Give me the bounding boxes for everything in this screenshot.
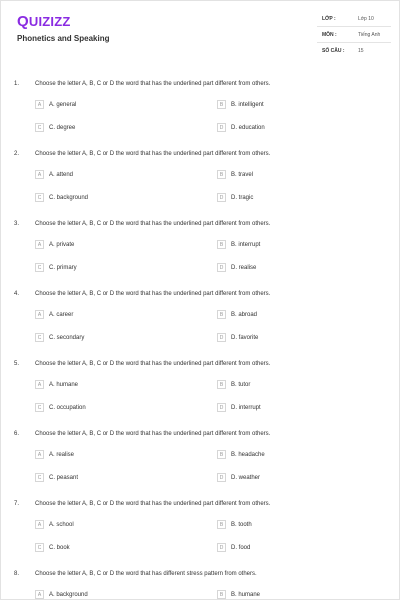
option-checkbox[interactable]: A xyxy=(35,100,44,109)
question-number: 3. xyxy=(14,221,20,227)
question-text: Choose the letter A, B, C or D the word that has the underlined part different from others. xyxy=(35,501,271,507)
option-checkbox[interactable]: B xyxy=(217,450,226,459)
option-text: C. occupation xyxy=(49,404,86,411)
question-text: Choose the letter A, B, C or D the word that has the underlined part different from others. xyxy=(35,361,271,367)
option-checkbox[interactable]: C xyxy=(35,543,44,552)
option-text: A. background xyxy=(49,591,88,598)
option-text: D. education xyxy=(231,124,265,131)
option-text: D. tragic xyxy=(231,194,254,201)
question-number: 2. xyxy=(14,151,20,157)
option-checkbox[interactable]: C xyxy=(35,193,44,202)
option-text: C. peasant xyxy=(49,474,79,481)
option-text: A. realise xyxy=(49,451,75,458)
question-number: 1. xyxy=(14,81,20,87)
option-text: C. primary xyxy=(49,264,77,271)
option-checkbox[interactable]: B xyxy=(217,240,226,249)
option-checkbox[interactable]: A xyxy=(35,310,44,319)
question-item xyxy=(1,69,400,139)
answer-option[interactable] xyxy=(217,100,264,109)
option-text: A. career xyxy=(49,311,74,318)
meta-subject xyxy=(317,27,391,43)
answer-option[interactable] xyxy=(217,310,257,319)
option-checkbox[interactable]: A xyxy=(35,240,44,249)
meta-label: SỐ CÂU : xyxy=(322,48,345,54)
worksheet-header xyxy=(1,1,400,67)
option-text: B. intelligent xyxy=(231,101,264,108)
option-checkbox[interactable]: B xyxy=(217,520,226,529)
option-checkbox[interactable]: B xyxy=(217,170,226,179)
option-checkbox[interactable]: D xyxy=(217,123,226,132)
answer-option[interactable] xyxy=(35,333,84,342)
answer-option[interactable] xyxy=(35,240,74,249)
option-text: B. travel xyxy=(231,171,254,178)
answer-option[interactable] xyxy=(217,170,253,179)
option-checkbox[interactable]: D xyxy=(217,263,226,272)
answer-option[interactable] xyxy=(35,170,73,179)
question-text: Choose the letter A, B, C or D the word that has the underlined part different from others. xyxy=(35,291,271,297)
question-item xyxy=(1,139,400,209)
answer-option[interactable] xyxy=(217,473,260,482)
answer-option[interactable] xyxy=(217,403,261,412)
option-checkbox[interactable]: B xyxy=(217,310,226,319)
meta-grade xyxy=(317,11,391,27)
option-checkbox[interactable]: C xyxy=(35,123,44,132)
option-text: C. book xyxy=(49,544,70,551)
answer-option[interactable] xyxy=(35,543,70,552)
option-text: C. degree xyxy=(49,124,76,131)
option-checkbox[interactable]: D xyxy=(217,473,226,482)
option-checkbox[interactable]: B xyxy=(217,100,226,109)
question-item xyxy=(1,559,400,600)
option-checkbox[interactable]: A xyxy=(35,380,44,389)
answer-option[interactable] xyxy=(217,333,258,342)
option-checkbox[interactable]: C xyxy=(35,403,44,412)
option-checkbox[interactable]: D xyxy=(217,193,226,202)
option-text: B. interrupt xyxy=(231,241,261,248)
answer-option[interactable] xyxy=(217,543,250,552)
question-item xyxy=(1,489,400,559)
answer-option[interactable] xyxy=(217,240,260,249)
question-list xyxy=(1,69,400,600)
question-item xyxy=(1,419,400,489)
question-number: 4. xyxy=(14,291,20,297)
option-text: A. private xyxy=(49,241,75,248)
meta-value: 15 xyxy=(358,48,364,54)
answer-option[interactable] xyxy=(35,193,88,202)
answer-option[interactable] xyxy=(35,403,86,412)
question-number: 6. xyxy=(14,431,20,437)
answer-option[interactable] xyxy=(35,123,75,132)
answer-option[interactable] xyxy=(35,380,78,389)
question-text: Choose the letter A, B, C or D the word that has the underlined part different from others. xyxy=(35,431,271,437)
option-checkbox[interactable]: A xyxy=(35,590,44,599)
answer-option[interactable] xyxy=(35,310,73,319)
option-checkbox[interactable]: A xyxy=(35,520,44,529)
option-text: A. attend xyxy=(49,171,74,178)
option-checkbox[interactable]: A xyxy=(35,170,44,179)
option-text: D. favorite xyxy=(231,334,259,341)
option-text: A. humane xyxy=(49,381,79,388)
option-text: B. humane xyxy=(231,591,261,598)
worksheet-meta xyxy=(317,11,391,59)
question-item xyxy=(1,209,400,279)
option-text: C. background xyxy=(49,194,89,201)
option-checkbox[interactable]: A xyxy=(35,450,44,459)
option-checkbox[interactable]: D xyxy=(217,333,226,342)
answer-option[interactable] xyxy=(35,520,74,529)
option-checkbox[interactable]: D xyxy=(217,403,226,412)
question-text: Choose the letter A, B, C or D the word that has the underlined part different from others. xyxy=(35,151,271,157)
worksheet-title: Phonetics and Speaking xyxy=(17,34,110,43)
question-item xyxy=(1,279,400,349)
answer-option[interactable] xyxy=(35,590,88,599)
option-checkbox[interactable]: C xyxy=(35,333,44,342)
question-text: Choose the letter A, B, C or D the word that has the underlined part different from others. xyxy=(35,81,271,87)
answer-option[interactable] xyxy=(35,450,74,459)
meta-label: LỚP : xyxy=(322,16,336,22)
question-number: 7. xyxy=(14,501,20,507)
option-text: D. interrupt xyxy=(231,404,261,411)
option-text: B. headache xyxy=(231,451,265,458)
answer-option[interactable] xyxy=(35,473,78,482)
option-text: D. food xyxy=(231,544,251,551)
meta-value: Lớp 10 xyxy=(358,16,374,22)
answer-option[interactable] xyxy=(217,450,265,459)
question-text: Choose the letter A, B, C or D the word that has the underlined part different from others. xyxy=(35,221,271,227)
option-text: A. general xyxy=(49,101,77,108)
answer-option[interactable] xyxy=(217,123,265,132)
option-text: D. realise xyxy=(231,264,257,271)
option-text: A. school xyxy=(49,521,74,528)
option-text: B. tutor xyxy=(231,381,251,388)
quizizz-logo: QUIZIZZ xyxy=(17,13,71,30)
answer-option[interactable] xyxy=(35,263,77,272)
option-text: B. tooth xyxy=(231,521,252,528)
option-checkbox[interactable]: D xyxy=(217,543,226,552)
question-number: 8. xyxy=(14,571,20,577)
meta-question-count xyxy=(317,43,391,59)
answer-option[interactable] xyxy=(217,590,260,599)
answer-option[interactable] xyxy=(217,193,253,202)
question-text: Choose the letter A, B, C or D the word that has different stress pattern from others. xyxy=(35,571,257,577)
answer-option[interactable] xyxy=(217,263,256,272)
answer-option[interactable] xyxy=(35,100,76,109)
option-text: D. weather xyxy=(231,474,261,481)
answer-option[interactable] xyxy=(217,380,250,389)
answer-option[interactable] xyxy=(217,520,252,529)
meta-label: MÔN : xyxy=(322,32,337,38)
option-checkbox[interactable]: B xyxy=(217,380,226,389)
option-checkbox[interactable]: C xyxy=(35,473,44,482)
option-text: C. secondary xyxy=(49,334,85,341)
option-checkbox[interactable]: B xyxy=(217,590,226,599)
meta-value: Tiếng Anh xyxy=(358,32,381,38)
question-number: 5. xyxy=(14,361,20,367)
option-text: B. abroad xyxy=(231,311,258,318)
question-item xyxy=(1,349,400,419)
option-checkbox[interactable]: C xyxy=(35,263,44,272)
